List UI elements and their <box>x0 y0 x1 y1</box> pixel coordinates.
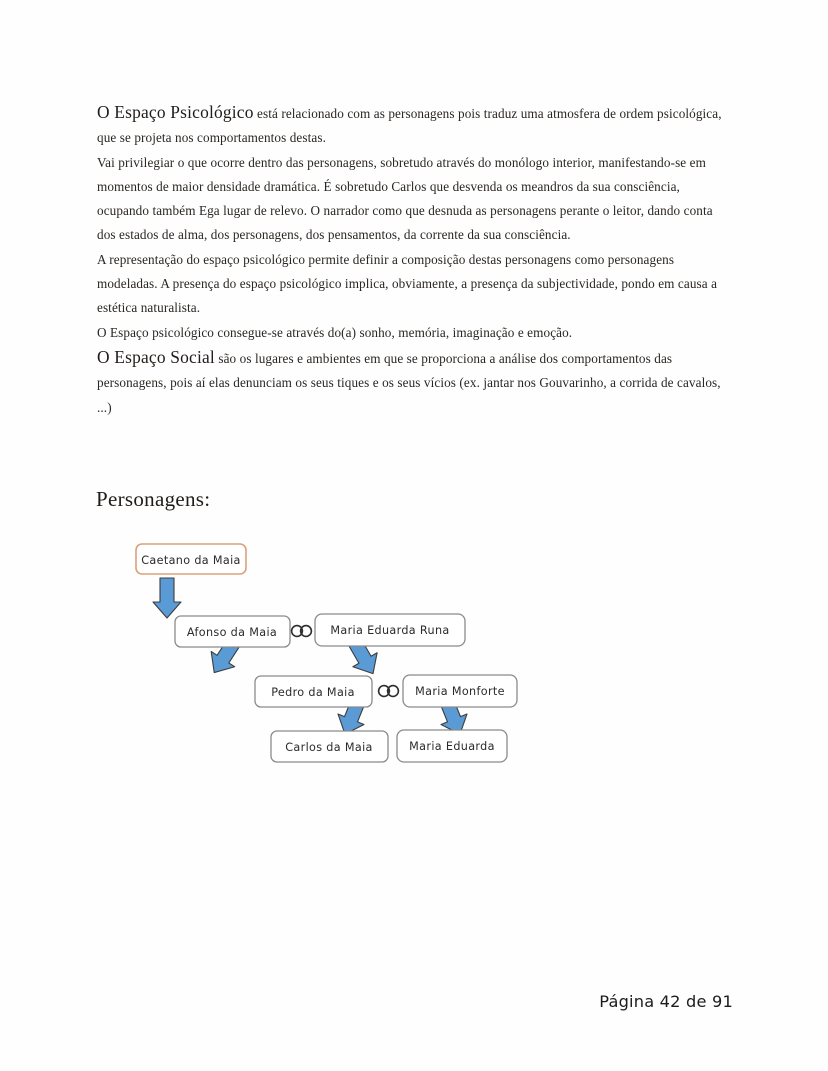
paragraph-body: A representação do espaço psicológico permite definir a composição destas personagens como personagens modeladas. A presença do espaço psicológico implica, obviamente, a presença da subjectividade, pondo em causa a estética naturalista. <box>97 251 718 316</box>
body-text <box>97 100 734 420</box>
paragraph-lead: O Espaço Psicológico <box>97 102 254 122</box>
paragraph-body: está relacionado com as personagens pois traduz uma atmosfera de ordem psicológica, que se projeta nos comportamentos destas. <box>97 106 722 146</box>
node-label: Maria Monforte <box>415 685 505 698</box>
node-maria-monforte[interactable] <box>403 675 517 707</box>
paragraph-body: O Espaço psicológico consegue-se através do(a) sonho, memória, imaginação e emoção. <box>97 324 573 340</box>
node-caetano-da-maia[interactable] <box>136 544 246 574</box>
paragraph-espaco-psicologico <box>97 100 734 151</box>
node-afonso-da-maia[interactable] <box>175 616 290 647</box>
node-label: Caetano da Maia <box>141 554 241 567</box>
node-label: Afonso da Maia <box>186 626 278 639</box>
paragraph-body: Vai privilegiar o que ocorre dentro das personagens, sobretudo através do monólogo interior, manifestando-se em momentos de maior densidade dramática. É sobretudo Carlos que desvenda os meandros da sua consciência, ocupando também Ega lugar de relevo. O narrador como que desnuda as personagens perante o leitor, dando conta dos estados de alma, dos personagens, dos pensamentos, da corrente da sua consciência. <box>97 154 713 243</box>
paragraph-body: são os lugares e ambientes em que se proporciona a análise dos comportamentos das personagens, pois aí elas denunciam os seus tiques e os seus vícios (ex. jantar nos Gouvarinho, a corrida de cavalos, ...) <box>97 350 721 415</box>
marriage-rings-icon <box>379 686 399 697</box>
page-footer: Página 42 de 91 <box>599 992 733 1011</box>
paragraph-lead: O Espaço Social <box>97 346 215 367</box>
node-label: Pedro da Maia <box>271 686 355 699</box>
arrow-caetano-to-afonso <box>153 578 181 618</box>
node-pedro-da-maia[interactable] <box>255 676 372 707</box>
paragraph-personagens-modeladas <box>97 248 734 321</box>
node-maria-eduarda-runa[interactable] <box>315 614 465 646</box>
family-tree-diagram <box>130 535 550 775</box>
section-heading-personagens: Personagens: <box>96 487 211 511</box>
node-label: Maria Eduarda <box>409 740 495 753</box>
node-label: Maria Eduarda Runa <box>330 624 450 637</box>
node-carlos-da-maia[interactable] <box>271 731 388 762</box>
paragraph-espaco-social <box>97 345 734 420</box>
paragraph-monologo-interior <box>97 151 734 248</box>
marriage-rings-icon <box>292 626 312 637</box>
node-label: Carlos da Maia <box>285 741 373 754</box>
node-maria-eduarda[interactable] <box>397 730 507 762</box>
paragraph-consegue-se-atraves <box>97 321 734 345</box>
